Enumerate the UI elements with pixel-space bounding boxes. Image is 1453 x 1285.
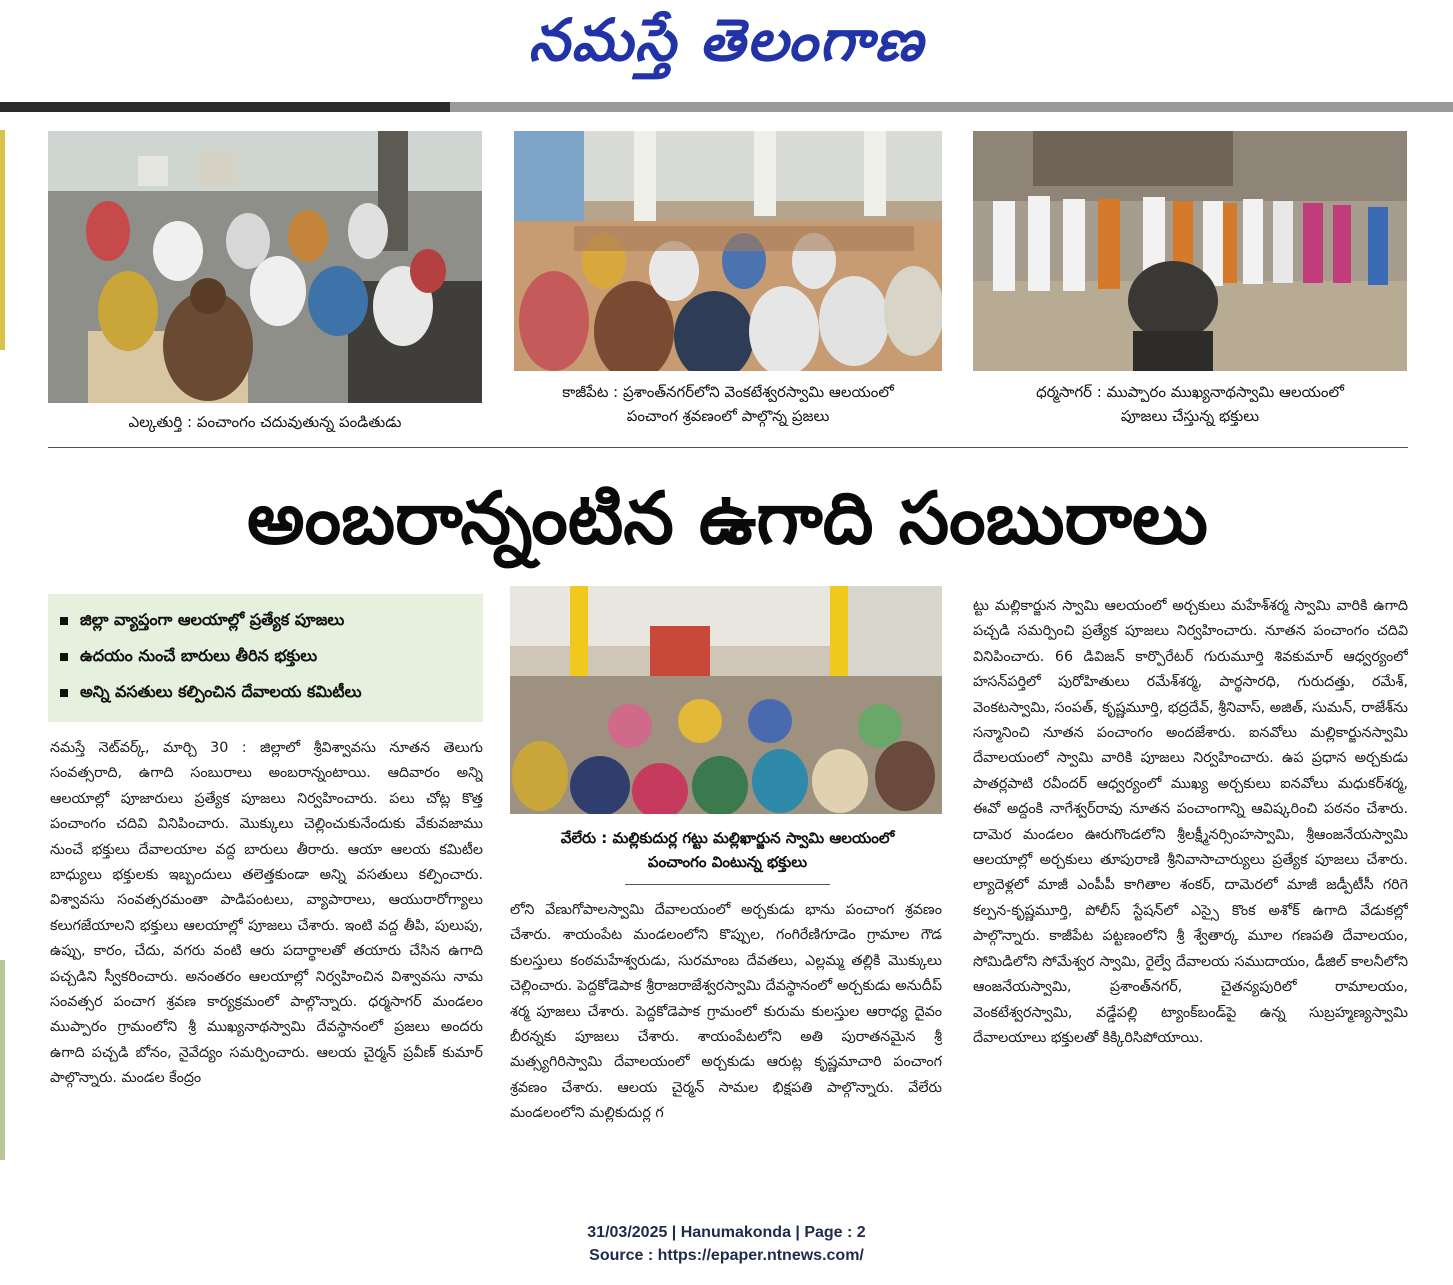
masthead-rule-grey — [450, 102, 1453, 112]
photo-dharmasagar-temple-devotees — [973, 131, 1407, 371]
article-text: ట్టు మల్లికార్జున స్వామి ఆలయంలో అర్చకులు మహేశ్‌శర్మ స్వామి వారికి ఉగాది పచ్చడి సమర్పించి ప్రత్యేక పూజలు నిర్వహించారు. నూతన పంచాంగం చదివి వినిపించారు. 66 డివిజన్ కార్పొరేటర్ గురుమూర్తి శివకుమార్ ఆధ్వర్యంలో హసన్‌పర్తిలో పురోహితులు రమేశ్‌శర్మ, పార్థసారధి, గురుదత్తు, రమేశ్, వెంకటస్వామి, సంపత్, కృష్ణమూర్తి, భద్రదేవ్, శ్రీనివాస్, అజిత్, సుమన్, రాజేశ్‌ను సన్మానించి నూతన పంచాంగం అందజేశారు. ఐనవోలు మల్లికార్జునస్వామి దేవాలయంలో స్వామి వారికి పూజలు నిర్వహించారు. ఉప ప్రధాన అర్చకుడు పాతర్లపాటి రవీందర్ ఆధ్వర్యంలో ముఖ్య అర్చకులు ఐనవోలు మధుకర్‌శర్మ, ఈవో అద్దంకి నాగేశ్వర్‌రావు నూతన పంచాంగాన్ని ఆవిష్కరించి పఠనం చేశారు. దామెర మండలం ఊరుగొండలోని శ్రీలక్ష్మీనర్సింహస్వామి, శ్రీఆంజనేయస్వామి ఆలయాల్లో అర్చకులు తూపురాణి శ్రీనివాసాచార్యులు ప్రత్యేక పూజలు చేశారు. ల్యాదెళ్లలో మాజీ ఎంపీపీ కాగితాల శంకర్, దామెరలో మాజీ జడ్పీటీసీ గరిగె కల్పన-కృష్ణమూర్తి, పోలీస్ స్టేషన్‌లో ఎస్సై కొంక అశోక్ ఉగాది వేడుకల్లో పాల్గొన్నారు. కాజీపేట పట్టణంలోని శ్రీ శ్వేతార్క మూల గణపతి దేవాలయం, సోమిడిలోని సోమేశ్వర స్వామి, రైల్వే దేవాలయ సముదాయం, డీజిల్ కాలనీలోని ఆంజనేయస్వామి, ప్రశాంత్‌నగర్, చైతన్యపురిలో రామాలయం, వెంకటేశ్వరస్వామి, వడ్డేపల్లి ట్యాంక్‌బండ్‌పై ఉన్న సుబ్రహ్మణ్యస్వామి దేవాలయాలు భక్తులతో కిక్కిరిసిపోయాయి. — [973, 598, 1408, 1046]
photo1-caption-text: ఎల్కతుర్తి : పంచాంగం చదువుతున్న పండితుడు — [128, 413, 402, 431]
footer-date-page: 31/03/2025 | Hanumakonda | Page : 2 — [587, 1224, 866, 1241]
article-headline: అంబరాన్నంటిన ఉగాది సంబురాలు — [247, 476, 1208, 560]
article-text: నమస్తే నెట్‌వర్క్, మార్చి 30 : జిల్లాలో శ్రీవిశ్వావసు నూతన తెలుగు సంవత్సరాది, ఉగాది సంబురాలు అంబరాన్నంటాయి. ఆదివారం అన్ని ఆలయాల్లో పూజారులు ప్రత్యేక పూజలు నిర్వహించారు. పలు చోట్ల కొత్త పంచాంగం చదివి వినిపించారు. మొక్కులు చెల్లించుకునేందుకు వేకువజాము నుంచే భక్తులు దేవాలయాల వద్ద బారులు తీరారు. ఆయా ఆలయ కమిటీల బాధ్యులు భక్తులకు ఇబ్బందులు తలెత్తకుండా అన్ని వసతులు కల్పించారు. విశ్వావసు సంవత్సరమంతా పాడిపంటలు, వ్యాపారాలు, ఆయురారోగ్యాలు కలుగజేయాలని భక్తులు ఆలయాల్లో పూజలు చేశారు. ఇంటి వద్ద తీపి, పులుపు, ఉప్పు, కారం, చేదు, వగరు వంటి ఆరు పదార్థాలతో తయారు చేసిన ఉగాది పచ్చడిని స్వీకరించారు. అనంతరం ఆలయాల్లో నిర్వహించిన విశ్వావసు నామ సంవత్సర పంచాగ శ్రవణ కార్యక్రమంలో పాల్గొన్నారు. ధర్మసాగర్ మండలం ముప్పారం గ్రామంలోని శ్రీ ముఖ్యనాథస్వామి దేవస్థానంలో ప్రజలు అందరు ఉగాది పచ్చడి బోనం, నైవేద్యం సమర్పించారు. ఆలయ చైర్మన్ ప్రవీణ్ కుమార్ పాల్గొన్నారు. మండల కేంద్రం — [50, 740, 483, 1087]
photo-veleru-temple-devotees — [510, 586, 942, 814]
highlight-text: ఉదయం నుంచే బారులు తీరిన భక్తులు — [80, 646, 318, 665]
highlights-box — [48, 594, 483, 722]
left-edge-strip — [0, 960, 5, 1160]
bullet-icon — [60, 617, 68, 625]
highlight-text: జిల్లా వ్యాప్తంగా ఆలయాల్లో ప్రత్యేక పూజలు — [80, 610, 345, 629]
footer-source: Source : https://epaper.ntnews.com/ — [589, 1247, 864, 1264]
photo2-caption — [500, 380, 956, 428]
photo3-caption — [960, 380, 1420, 428]
highlight-text: అన్ని వసతులు కల్పించిన దేవాలయ కమిటీలు — [80, 682, 362, 701]
masthead-rule-dark — [0, 102, 450, 112]
photo3-caption-line2: పూజలు చేస్తున్న భక్తులు — [1120, 407, 1260, 425]
newspaper-logo: నమస్తే తెలంగాణ — [528, 6, 925, 74]
article-text: లోని వేణుగోపాలస్వామి దేవాలయంలో అర్చకుడు భాను పంచాంగ శ్రవణం చేశారు. శాయంపేట మండలంలోని కొప్పుల, గంగిరేణిగూడెం గ్రామాల గౌడ కులస్తులు కంఠమహేశ్వరుడు, సురమాంబ దేవతలు, ఎల్లమ్మ తల్లికి మొక్కులు చెల్లించారు. పెద్దకోడెపాక శ్రీరాజరాజేశ్వరస్వామి దేవస్థానంలో అర్చకుడు అనుదీప్ శర్మ పూజలు చేశారు. పెద్దకోడెపాక గ్రామంలో కురుమ కులస్తుల ఆరాధ్య దైవం బీరన్నకు పూజలు చేశారు. శాయంపేటలోని అతి పురాతనమైన శ్రీ మత్స్యగిరిస్వామి దేవాలయంలో అర్చకుడు ఆరుట్ల కృష్ణమాచారి పంచాంగ శ్రవణం చేశారు. ఆలయ చైర్మన్ సామల భిక్షపతి పాల్గొన్నారు. వేలేరు మండలంలోని మల్లికుదుర్ల గ — [510, 902, 942, 1122]
bullet-icon — [60, 653, 68, 661]
photo4-caption-line2: పంచాంగం వింటున్న భక్తులు — [647, 853, 808, 871]
photo2-caption-line1: కాజీపేట : ప్రశాంత్‌నగర్‌లోని వెంకటేశ్వరస్వామి ఆలయంలో — [562, 383, 894, 401]
caption-divider — [625, 884, 830, 885]
photo-priest-reading-panchangam — [48, 131, 482, 403]
highlight-item — [60, 682, 362, 705]
photo3-caption-line1: ధర్మసాగర్ : ముప్పారం ముఖ్యనాథస్వామి ఆలయంలో — [1036, 383, 1344, 401]
bullet-icon — [60, 689, 68, 697]
masthead — [0, 0, 1453, 100]
photo2-caption-line2: పంచాంగ శ్రవణంలో పాల్గొన్న ప్రజలు — [626, 407, 830, 425]
article-column-1 — [50, 736, 483, 1184]
photo1-caption — [48, 410, 482, 434]
photo-kazipet-temple-devotees — [514, 131, 942, 371]
article-column-3 — [973, 594, 1408, 1184]
article-column-2 — [510, 898, 942, 1184]
photo4-caption — [500, 826, 955, 874]
highlight-item — [60, 610, 344, 633]
left-edge-strip — [0, 130, 5, 350]
highlight-item — [60, 646, 317, 669]
photo4-caption-line1: వేలేరు : మల్లికుదుర్ల గట్టు మల్లిఖార్జున స్వామి ఆలయంలో — [560, 829, 895, 847]
section-divider — [48, 447, 1408, 448]
